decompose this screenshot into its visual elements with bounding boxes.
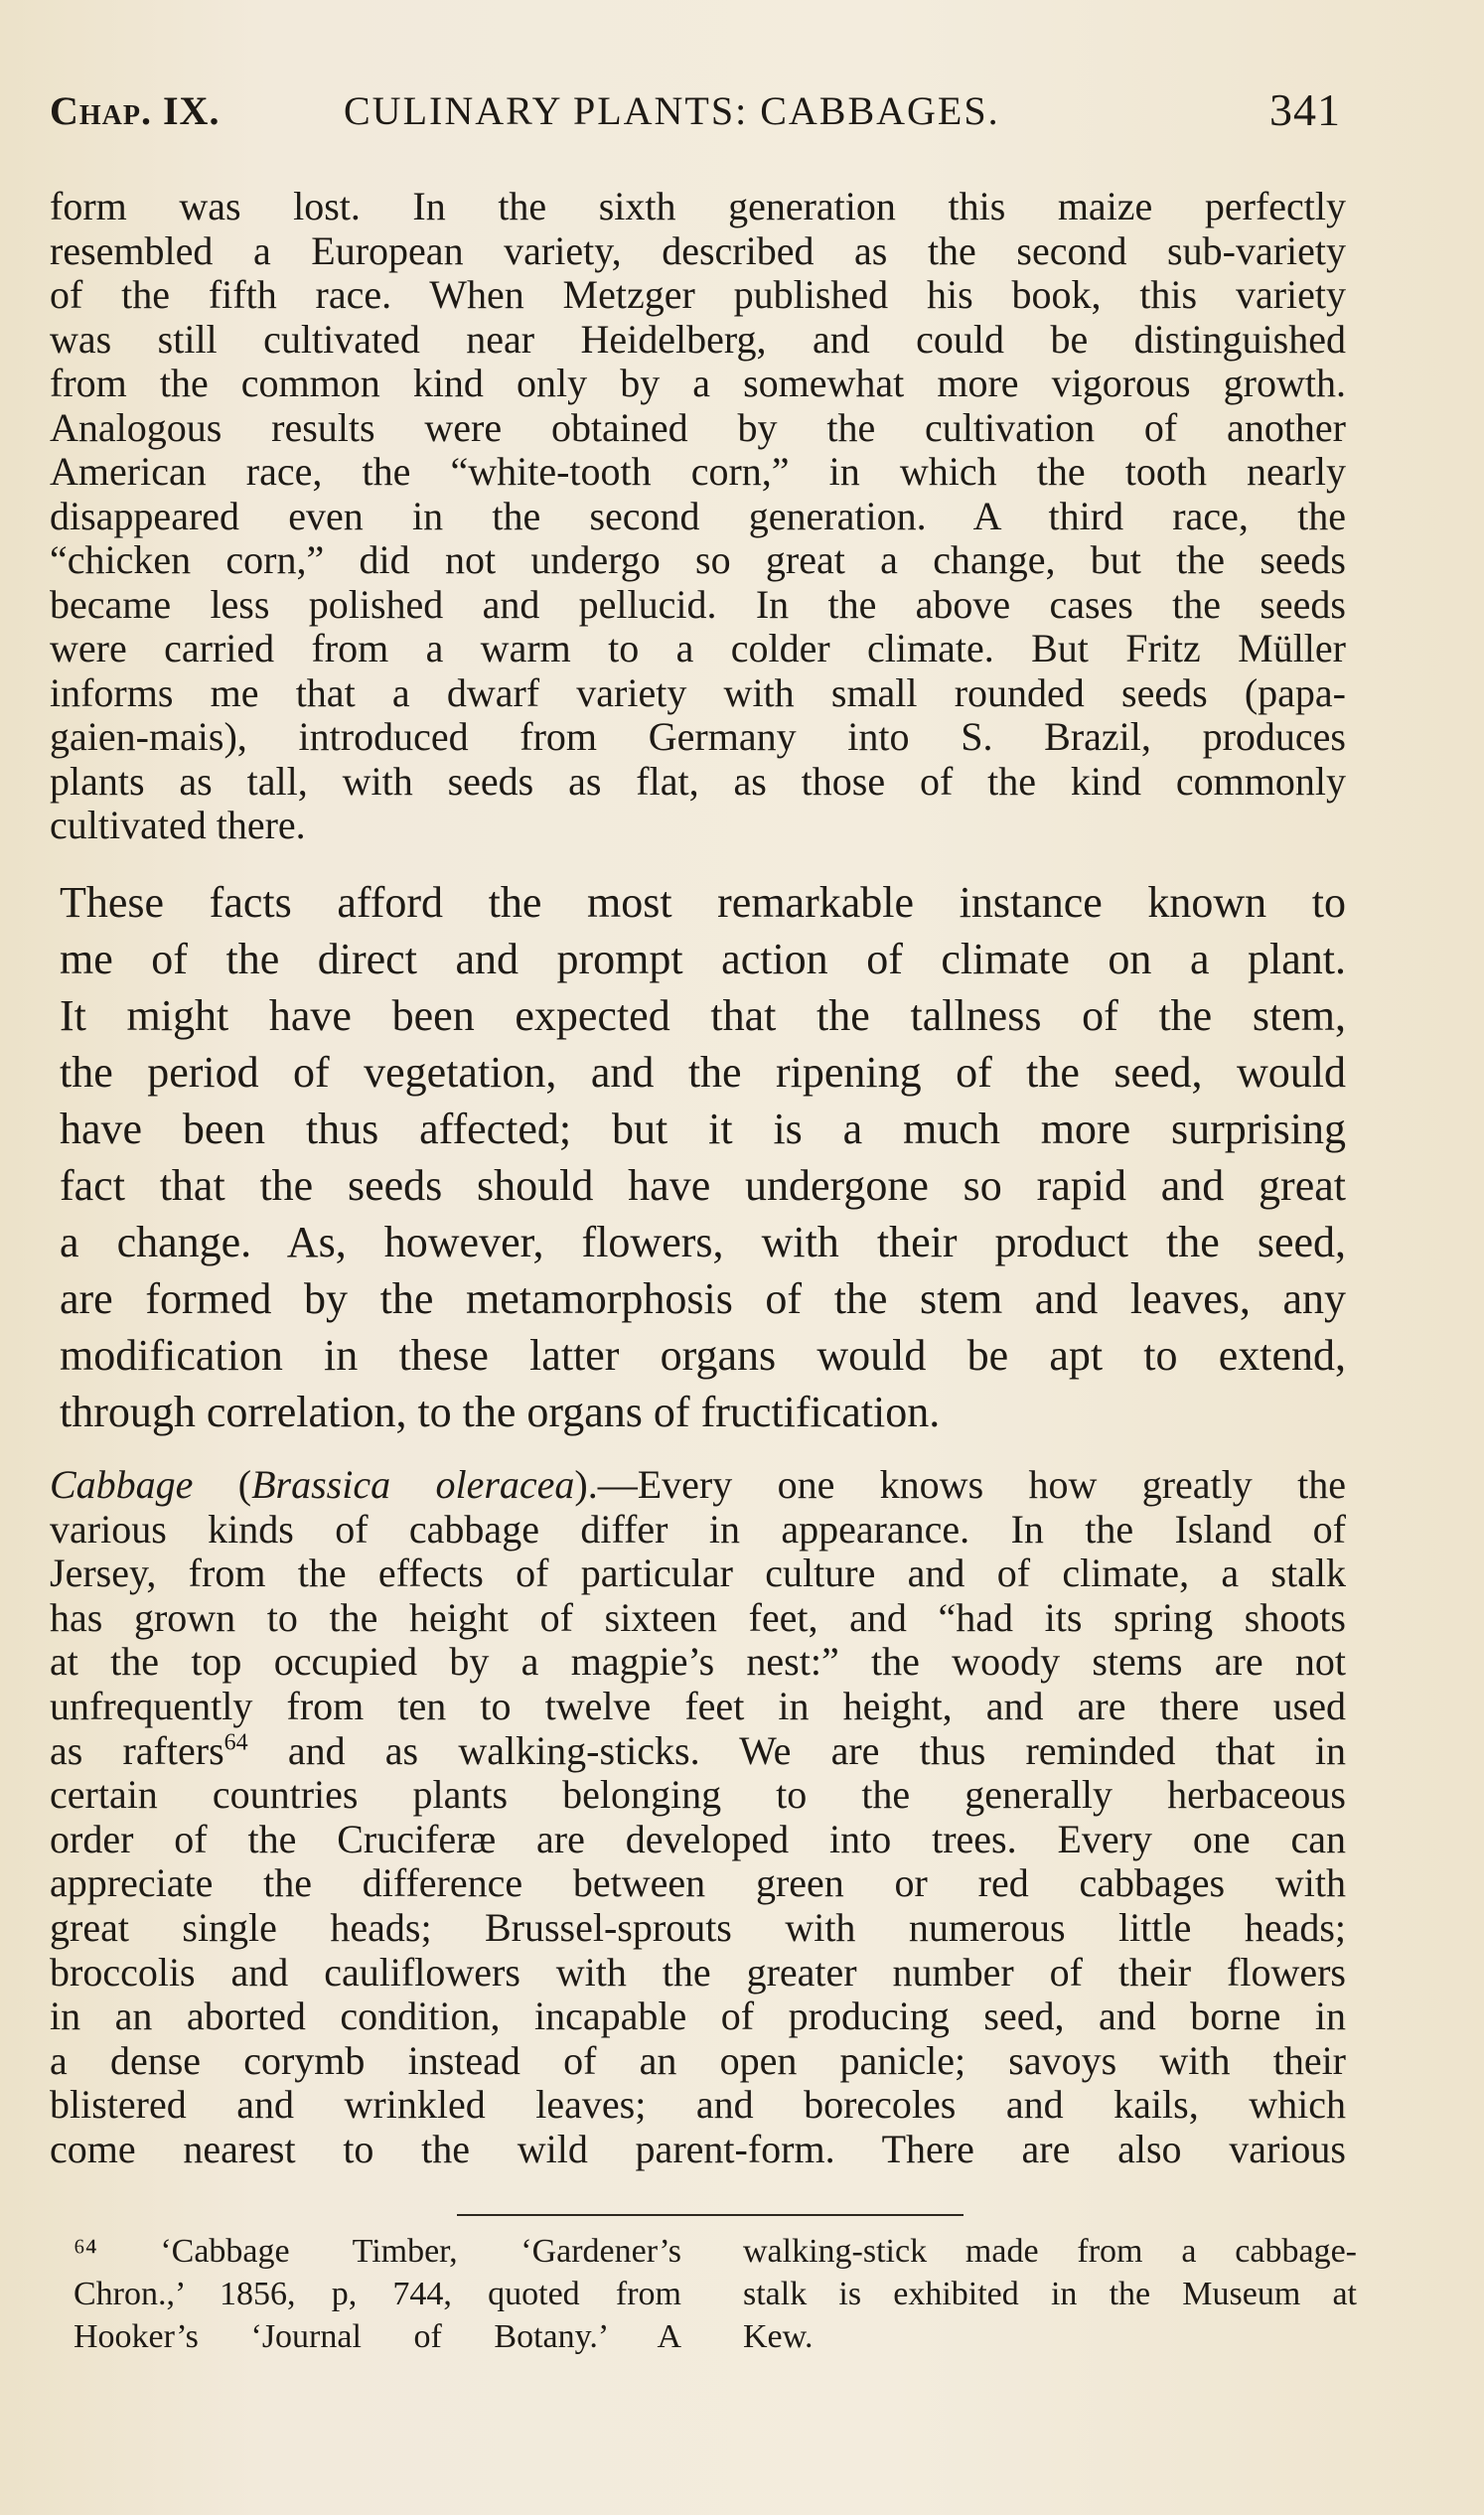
paragraph-maize-continuation: [50, 185, 1346, 848]
running-title: CULINARY PLANTS: CABBAGES.: [344, 88, 1000, 133]
text-line: disappeared even in the second generation. A third race, the: [50, 494, 1346, 538]
text-line: in an aborted condition, incapable of producing seed, and borne in: [50, 1995, 1346, 2039]
text-line: form was lost. In the sixth generation this maize perfectly: [50, 185, 1346, 228]
text-line: [50, 1463, 1346, 1508]
text-line: were carried from a warm to a colder climate. But Fritz Müller: [50, 627, 1346, 670]
running-header: [50, 84, 1341, 147]
text-line: became less polished and pellucid. In the above cases the seeds: [50, 582, 1346, 627]
text-line: at the top occupied by a magpie’s nest:” the woody stems are not: [50, 1640, 1346, 1685]
text-line: Analogous results were obtained by the cultivation of another: [50, 405, 1346, 450]
text-line: of the fifth race. When Metzger published his book, this variety: [50, 273, 1346, 317]
footnote-line: Hooker’s ‘Journal of Botany.’ A: [74, 2318, 681, 2355]
text-line: “chicken corn,” did not undergo so great a change, but the seeds: [50, 538, 1346, 582]
text-line: American race, the “white-tooth corn,” in which the tooth nearly: [50, 450, 1346, 494]
text-fragment: as rafters: [50, 1728, 224, 1773]
footnote-line: Chron.,’ 1856, p, 744, quoted from: [74, 2276, 681, 2312]
text-line: through correlation, to the organs of fructification.: [60, 1388, 941, 1436]
page-number: 341: [1269, 84, 1341, 135]
footnote-left-column: [74, 2230, 681, 2358]
text-line: was still cultivated near Heidelberg, and could be distinguished: [50, 317, 1346, 362]
text-line: a dense corymb instead of an open panicle; savoys with their: [50, 2038, 1346, 2083]
text-line: come nearest to the wild parent-form. There are also various: [50, 2127, 1346, 2171]
text-line: cultivated there.: [50, 804, 306, 847]
text-line: It might have been expected that the tallness of the stem,: [60, 991, 1346, 1040]
text-line: informs me that a dwarf variety with small rounded seeds (papa-: [50, 670, 1346, 715]
footnote-line: Kew.: [743, 2318, 814, 2355]
section-title: Cabbage: [50, 1463, 194, 1507]
text-line: me of the direct and prompt action of climate on a plant.: [60, 935, 1346, 983]
text-line: order of the Cruciferæ are developed into trees. Every one can: [50, 1817, 1346, 1861]
text-line: great single heads; Brussel-sprouts with numerous little heads;: [50, 1905, 1346, 1950]
text-line: gaien-mais), introduced from Germany into S. Brazil, produces: [50, 715, 1346, 759]
text-line: fact that the seeds should have undergone so rapid and great: [60, 1161, 1346, 1210]
text-line: appreciate the difference between green or red cabbages with: [50, 1861, 1346, 1906]
text-line: resembled a European variety, described as the second sub-variety: [50, 228, 1346, 273]
footnote-reference: 64: [223, 1729, 248, 1756]
footnote-line: stalk is exhibited in the Museum at: [743, 2276, 1357, 2312]
paragraph-climate-summary: [60, 874, 1346, 1440]
text-line: various kinds of cabbage differ in appearance. In the Island of: [50, 1507, 1346, 1552]
text-line: certain countries plants belonging to the generally herbaceous: [50, 1773, 1346, 1818]
text-fragment: (: [193, 1463, 252, 1507]
text-line: Jersey, from the effects of particular culture and of climate, a stalk: [50, 1552, 1346, 1596]
text-line: has grown to the height of sixteen feet, and “had its spring shoots: [50, 1595, 1346, 1640]
chapter-label: Chap. IX.: [50, 88, 221, 133]
text-line: from the common kind only by a somewhat more vigorous growth.: [50, 362, 1346, 405]
paragraph-cabbage: [50, 1463, 1346, 2172]
text-line: broccolis and cauliflowers with the greater number of their flowers: [50, 1950, 1346, 1995]
text-line: plants as tall, with seeds as flat, as those of the kind commonly: [50, 759, 1346, 804]
text-line: modification in these latter organs would be apt to extend,: [60, 1331, 1346, 1380]
footnote-right-column: [743, 2230, 1357, 2358]
text-fragment: ).—Every one knows how greatly the: [574, 1463, 1346, 1507]
footnote-line: walking-stick made from a cabbage-: [743, 2233, 1357, 2270]
footnote-line: ⁶⁴ ‘Cabbage Timber, ‘Gardener’s: [74, 2233, 681, 2270]
text-line: blistered and wrinkled leaves; and borecoles and kails, which: [50, 2083, 1346, 2128]
footnote-divider: [457, 2214, 964, 2216]
species-name: Brassica oleracea: [251, 1463, 575, 1507]
text-line: a change. As, however, flowers, with their product the seed,: [60, 1218, 1346, 1266]
text-line: unfrequently from ten to twelve feet in height, and are there used: [50, 1684, 1346, 1728]
text-fragment: and as walking-sticks. We are thus reminded that in: [247, 1728, 1346, 1773]
text-line: These facts afford the most remarkable instance known to: [60, 878, 1346, 927]
text-line: the period of vegetation, and the ripening of the seed, would: [60, 1048, 1346, 1097]
text-line: [50, 1729, 1346, 1774]
text-line: have been thus affected; but it is a much more surprising: [60, 1105, 1346, 1153]
text-line: are formed by the metamorphosis of the stem and leaves, any: [60, 1274, 1346, 1323]
